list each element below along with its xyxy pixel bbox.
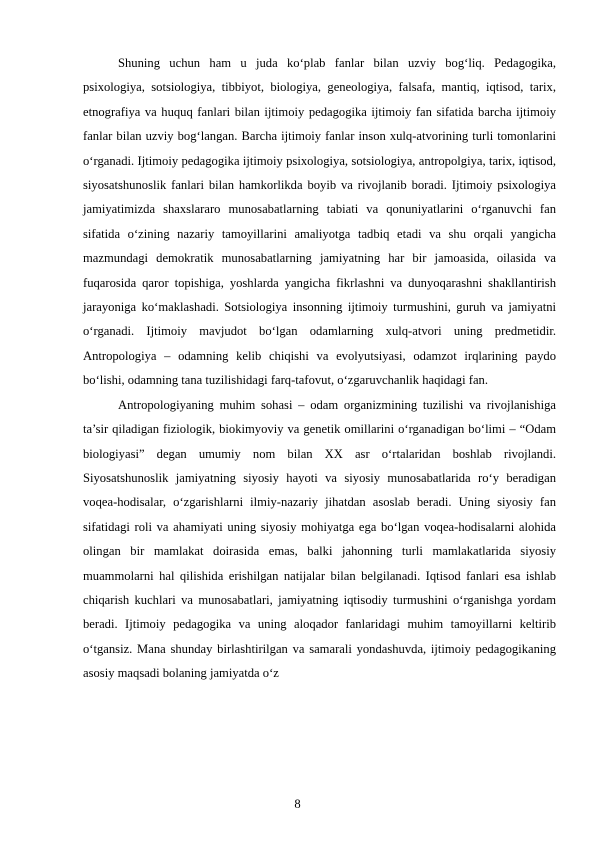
body-text	[83, 51, 556, 686]
page-number: 8	[294, 797, 301, 811]
paragraph-1: Shuning uchun ham u juda ko‘plab fanlar bilan uzviy bog‘liq. Pedagogika, psixologiya, sotsiologiya, tibbiyot, biologiya, geneologiya, falsafa, mantiq, iqtisod, tarix, etnografiya va huquq fanlari bilan ijtimoiy pedagogika ijtimoiy fan sifatida barcha ijtimoiy fanlar bilan uzviy bog‘langan. Barcha ijtimoiy fanlar inson xulq-atvorining turli tomonlarini o‘rganadi. Ijtimoiy pedagogika ijtimoiy psixologiya, sotsiologiya, antropolgiya, tarix, iqtisod, siyosatshunoslik fanlari bilan hamkorlikda boyib va rivojlanib boradi. Ijtimoiy psixologiya jamiyatimizda shaxslararo munosabatlarning tabiati va qonuniyatlarini o‘rganuvchi fan sifatida o‘zining nazariy tamoyillarini amaliyotga tadbiq etadi va shu orqali yangicha mazmundagi demokratik munosabatlarning jamiyatning har bir jamoasida, oilasida va fuqarosida qaror topishiga, yoshlarda yangicha fikrlashni va dunyoqarashni shakllantirish jarayoniga ko‘maklashadi. Sotsiologiya insonning ijtimoiy turmushini, guruh va jamiyatni o‘rganadi. Ijtimoiy mavjudot bo‘lgan odamlarning xulq-atvori uning predmetidir. Antropologiya – odamning kelib chiqishi va evolyutsiyasi, odamzot irqlarining paydo bo‘lishi, odamning tana tuzilishidagi farq-tafovut, o‘zgaruvchanlik haqidagi fan.	[83, 56, 556, 388]
paragraph-2: Antropologiyaning muhim sohasi – odam organizmining tuzilishi va rivojlanishiga ta’sir qiladigan fiziologik, biokimyoviy va genetik omillarini o‘rganadigan bo‘limi – “Odam biologiyasi” degan umumiy nom bilan XX asr o‘rtalaridan boshlab rivojlandi. Siyosatshunoslik jamiyatning siyosiy hayoti va siyosiy munosabatlarida ro‘y beradigan voqea-hodisalar, o‘zgarishlarni ilmiy-nazariy jihatdan asoslab beradi. Uning siyosiy fan sifatidagi roli va ahamiyati uning siyosiy mohiyatga ega bo‘lgan voqea-hodisalarni alohida olingan bir mamlakat doirasida emas, balki jahonning turli mamlakatlarida siyosiy muammolarni hal qilishida erishilgan natijalar bilan belgilanadi. Iqtisod fanlari esa ishlab chiqarish kuchlari va munosabatlari, jamiyatning iqtisodiy turmushini o‘rganishga yordam beradi. Ijtimoiy pedagogika va uning aloqador fanlaridagi muhim tamoyillarni keltirib o‘tgansiz. Mana shunday birlashtirilgan va samarali yondashuvda, ijtimoiy pedagogikaning asosiy maqsadi bolaning jamiyatda o‘z	[83, 397, 556, 681]
